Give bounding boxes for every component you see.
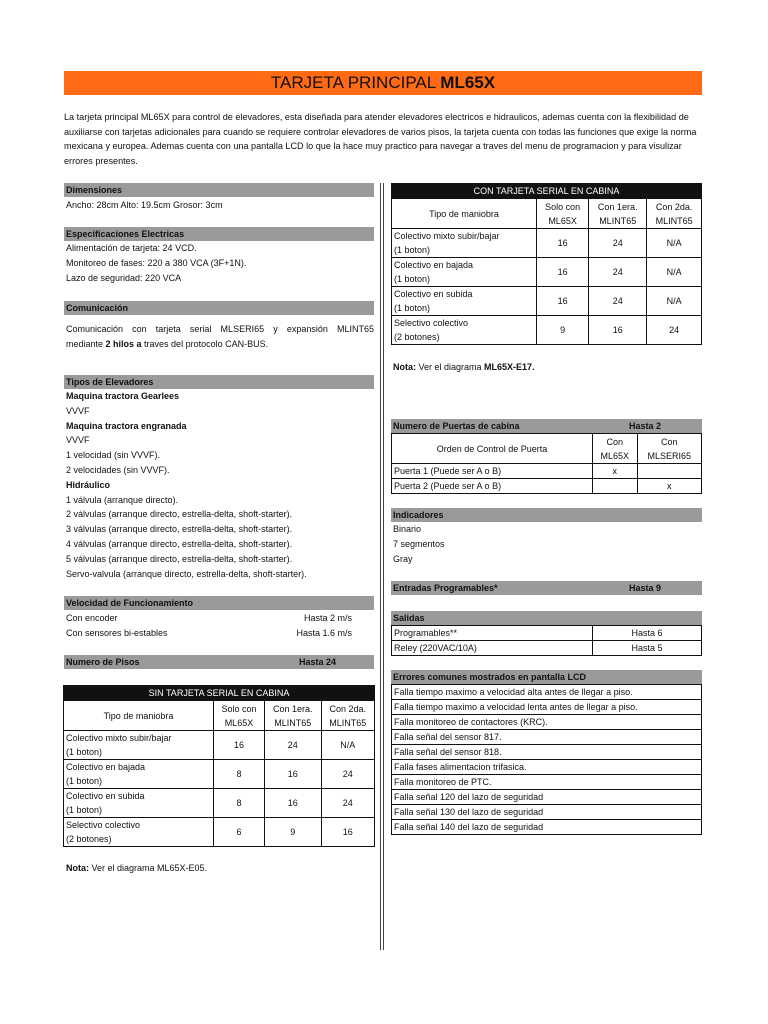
table-row: [64, 760, 375, 789]
table-cell: 24: [589, 229, 647, 258]
row-label-line: (1 boton): [66, 805, 103, 815]
row-label-line: Colectivo mixto subir/bajar: [66, 733, 172, 743]
header-line: Con 2da.: [329, 703, 367, 714]
table-cell: 24: [589, 258, 647, 287]
tipos-engranada: Maquina tractora engranada: [66, 420, 187, 431]
indicador-line: Binario: [393, 524, 422, 534]
table-row: [392, 258, 702, 287]
tipos-text: [66, 389, 307, 581]
comunicacion-line-c: traves del protocolo CAN-BUS.: [141, 338, 269, 349]
row-label-line: (1 boton): [66, 747, 103, 757]
table-cell: N/A: [321, 731, 374, 760]
header-line: MLINT65: [599, 215, 637, 226]
table-row: [392, 626, 702, 641]
row-label-line: (2 botones): [394, 332, 440, 342]
table-cell: 24: [264, 731, 321, 760]
row-label: Puerta 1 (Puede ser A o B): [392, 464, 593, 479]
header-line: MLSERI65: [647, 450, 692, 461]
table-row: [392, 464, 702, 479]
row-label-line: Colectivo en subida: [66, 791, 145, 801]
note-label: Nota:: [66, 863, 89, 873]
error-row: Falla tiempo maximo a velocidad lenta antes de llegar a piso.: [392, 700, 702, 715]
row-label: Puerta 2 (Puede ser A o B): [392, 479, 593, 494]
row-label: Programables**: [392, 626, 593, 641]
tipos-line: 2 válvulas (arranque directo, estrella-delta, shoft-starter).: [66, 509, 293, 520]
table-row: [392, 700, 702, 715]
row-label: [392, 287, 537, 316]
table-row: [392, 790, 702, 805]
comunicacion-line-a: mediante: [66, 338, 106, 349]
table-cell: 16: [264, 760, 321, 789]
error-row: Falla monitoreo de contactores (KRC).: [392, 715, 702, 730]
table-title: SIN TARJETA SERIAL EN CABINA: [64, 686, 375, 701]
table-cell: 24: [321, 789, 374, 818]
table-cell: 16: [589, 316, 647, 345]
tipos-line: VVVF: [66, 435, 90, 446]
column-header: [264, 701, 321, 731]
column-header: [589, 199, 647, 229]
table-cell: 16: [537, 258, 589, 287]
row-label-line: (1 boton): [394, 245, 431, 255]
spec-line: Alimentación de tarjeta: 24 VCD.: [66, 243, 197, 253]
velocidad-label: Con sensores bi-estables: [66, 627, 168, 638]
column-header: [214, 701, 265, 731]
error-row: Falla señal del sensor 817.: [392, 730, 702, 745]
header-line: ML65X: [224, 717, 254, 728]
column-header: [537, 199, 589, 229]
row-label-line: Colectivo en subida: [394, 289, 473, 299]
tipos-line: 1 velocidad (sin VVVF).: [66, 450, 161, 461]
column-header: Orden de Control de Puerta: [392, 434, 593, 464]
table-cell: [637, 464, 701, 479]
header-line: ML65X: [600, 450, 630, 461]
column-header: [647, 199, 702, 229]
spec-line: Monitoreo de fases: 220 a 380 VCA (3F+1N).: [66, 257, 247, 268]
section-pisos-head: [64, 655, 374, 669]
dimensiones-line: Ancho: 28cm Alto: 19.5cm Grosor: 3cm: [66, 200, 223, 210]
row-label: [392, 229, 537, 258]
velocidad-value: Hasta 2 m/s: [303, 613, 352, 623]
velocidad-row: [66, 626, 352, 641]
table-row: [392, 730, 702, 745]
note-text: Ver el diagrama ML65X-E05.: [89, 863, 208, 873]
intro-paragraph: La tarjeta principal ML65X para control de elevadores, esta diseñada para atender elevadores electricos e hidraulicos, ademas cuenta con la flexibilidad de auxiliarse con tarjetas adicionales para cuando se requiere controlar elevadores de varios pisos, la tarjeta cuenta con todas las funciones que exige la norma mexicana y europea. Ademas cuenta con una pantalla LCD lo que la hace muy practico para navegar a traves del menu de programacion y para visulizar errores presentes.: [64, 112, 697, 166]
header-line: Con 2da.: [655, 201, 693, 212]
table-row: [64, 731, 375, 760]
table-row: [392, 820, 702, 835]
row-label: Reley (220VAC/10A): [392, 641, 593, 656]
column-divider: [380, 183, 384, 950]
header-line: Con 1era.: [272, 703, 313, 714]
row-label: [392, 258, 537, 287]
title-model: ML65X: [440, 73, 496, 92]
table-cell: 6: [214, 818, 265, 847]
table-cell: N/A: [647, 258, 702, 287]
table-cell: 8: [214, 760, 265, 789]
table-cell: 16: [321, 818, 374, 847]
table-row: [392, 805, 702, 820]
table-errores: [391, 684, 702, 835]
velocidad-value: Hasta 1.6 m/s: [296, 627, 352, 638]
row-label-line: (1 boton): [66, 776, 103, 786]
table-row: [392, 287, 702, 316]
error-row: Falla monitoreo de PTC.: [392, 775, 702, 790]
header-line: Solo con: [221, 703, 257, 714]
error-row: Falla tiempo maximo a velocidad alta antes de llegar a piso.: [392, 685, 702, 700]
tipos-line: Servo-valvula (arranque directo, estrella-delta, shoft-starter).: [66, 568, 307, 579]
table-cell: 16: [214, 731, 265, 760]
row-label: [64, 731, 214, 760]
table-cell: 24: [647, 316, 702, 345]
row-label-line: Selectivo colectivo: [394, 318, 469, 328]
error-row: Falla señal 120 del lazo de seguridad: [392, 790, 702, 805]
table-salidas: [391, 625, 702, 656]
table-row: [64, 789, 375, 818]
table-cell: 16: [537, 229, 589, 258]
table-cell: N/A: [647, 287, 702, 316]
table-row: [392, 760, 702, 775]
header-line: MLINT65: [655, 215, 693, 226]
comunicacion-text: [66, 322, 374, 352]
tipos-line: 2 velocidades (sin VVVF).: [66, 464, 170, 475]
indicador-line: 7 segmentos: [393, 538, 445, 549]
tipos-line: 3 válvulas (arranque directo, estrella-delta, shoft-starter).: [66, 524, 293, 535]
table-cell: [593, 479, 638, 494]
header-line: MLINT65: [274, 717, 312, 728]
velocidad-label: Con encoder: [66, 613, 118, 623]
table-row: [392, 775, 702, 790]
page-title: [64, 71, 702, 95]
section-puertas-head: [391, 419, 702, 433]
puertas-label: Numero de Puertas de cabina: [393, 421, 520, 431]
table-cell: 24: [589, 287, 647, 316]
header-line: Con: [661, 436, 678, 447]
section-especificaciones-head: Especificaciones Electricas: [64, 227, 374, 241]
pisos-value: Hasta 24: [299, 657, 337, 667]
error-row: Falla señal del sensor 818.: [392, 745, 702, 760]
especificaciones-text: [66, 241, 246, 285]
section-salidas-head: Salidas: [391, 611, 702, 625]
table-con-serial: [391, 183, 702, 345]
table-row: [392, 715, 702, 730]
column-header: [321, 701, 374, 731]
row-label: [64, 818, 214, 847]
row-label-line: Colectivo mixto subir/bajar: [394, 231, 500, 241]
table-cell: 16: [537, 287, 589, 316]
note-diagram: ML65X-E17.: [484, 362, 535, 372]
row-label: [64, 760, 214, 789]
table-sin-serial: [63, 685, 375, 847]
table-cell: 8: [214, 789, 265, 818]
header-line: Con 1era.: [597, 201, 638, 212]
row-label-line: (1 boton): [394, 303, 431, 313]
table-cell: 9: [537, 316, 589, 345]
section-errores-head: Errores comunes mostrados en pantalla LCD: [391, 670, 702, 684]
table-row: [392, 685, 702, 700]
row-label-line: Colectivo en bajada: [66, 762, 146, 772]
table-cell: 9: [264, 818, 321, 847]
table-title: CON TARJETA SERIAL EN CABINA: [392, 184, 702, 199]
velocidad-text: [66, 611, 352, 641]
pisos-label: Numero de Pisos: [66, 657, 140, 667]
section-entradas-head: [391, 581, 702, 595]
note-sin-serial: [66, 863, 207, 873]
table-row: [392, 641, 702, 656]
table-cell: x: [593, 464, 638, 479]
tipos-hidraulico: Hidráulico: [66, 479, 111, 490]
error-row: Falla señal 140 del lazo de seguridad: [392, 820, 702, 835]
column-header: [637, 434, 701, 464]
table-cell: 16: [264, 789, 321, 818]
section-tipos-head: Tipos de Elevadores: [64, 375, 374, 389]
table-row: [392, 745, 702, 760]
header-line: MLINT65: [329, 717, 367, 728]
table-cell: Hasta 6: [593, 626, 702, 641]
table-cell: Hasta 5: [593, 641, 702, 656]
row-label-line: (2 botones): [66, 834, 112, 844]
comunicacion-line: Comunicación con tarjeta serial MLSERI65 y expansión MLINT65: [66, 324, 374, 334]
column-header: Tipo de maniobra: [64, 701, 214, 731]
row-label-line: Selectivo colectivo: [66, 820, 141, 830]
dimensiones-text: [66, 198, 223, 213]
tipos-line: 5 válvulas (arranque directo, estrella-delta, shoft-starter).: [66, 553, 293, 564]
comunicacion-line: [66, 337, 374, 352]
title-prefix: TARJETA PRINCIPAL: [270, 73, 441, 92]
table-row: [64, 818, 375, 847]
column-header: Tipo de maniobra: [392, 199, 537, 229]
tipos-gearless: Maquina tractora Gearlees: [66, 391, 180, 401]
table-row: [392, 479, 702, 494]
spec-line: Lazo de seguridad: 220 VCA: [66, 272, 182, 283]
section-comunicacion-head: Comunicación: [64, 301, 374, 315]
section-indicadores-head: Indicadores: [391, 508, 702, 522]
table-cell: 24: [321, 760, 374, 789]
table-cell: N/A: [647, 229, 702, 258]
header-line: Con: [606, 436, 624, 447]
tipos-line: 4 válvulas (arranque directo, estrella-delta, shoft-starter).: [66, 538, 293, 549]
entradas-value: Hasta 9: [629, 583, 662, 593]
table-row: [392, 316, 702, 345]
section-velocidad-head: Velocidad de Funcionamiento: [64, 596, 374, 610]
row-label-line: Colectivo en bajada: [394, 260, 474, 270]
tipos-line: 1 válvula (arranque directo).: [66, 494, 179, 505]
velocidad-row: [66, 611, 352, 626]
row-label-line: (1 boton): [394, 274, 431, 284]
column-header: [593, 434, 638, 464]
header-line: Solo con: [545, 201, 581, 212]
note-label: Nota:: [393, 362, 416, 372]
puertas-value: Hasta 2: [629, 421, 662, 431]
note-text: Ver el diagrama: [416, 362, 485, 372]
header-line: ML65X: [548, 215, 577, 226]
section-dimensiones-head: Dimensiones: [64, 183, 374, 197]
indicador-line: Gray: [393, 553, 413, 564]
error-row: Falla fases alimentacion trifasica.: [392, 760, 702, 775]
comunicacion-line-bold: 2 hilos a: [105, 338, 142, 349]
tipos-line: VVVF: [66, 405, 90, 416]
indicadores-text: [393, 522, 445, 566]
note-con-serial: [393, 362, 535, 372]
table-cell: x: [637, 479, 701, 494]
row-label: [392, 316, 537, 345]
row-label: [64, 789, 214, 818]
entradas-label: Entradas Programables*: [393, 583, 498, 593]
error-row: Falla señal 130 del lazo de seguridad: [392, 805, 702, 820]
table-row: [392, 229, 702, 258]
table-puertas: [391, 433, 702, 494]
